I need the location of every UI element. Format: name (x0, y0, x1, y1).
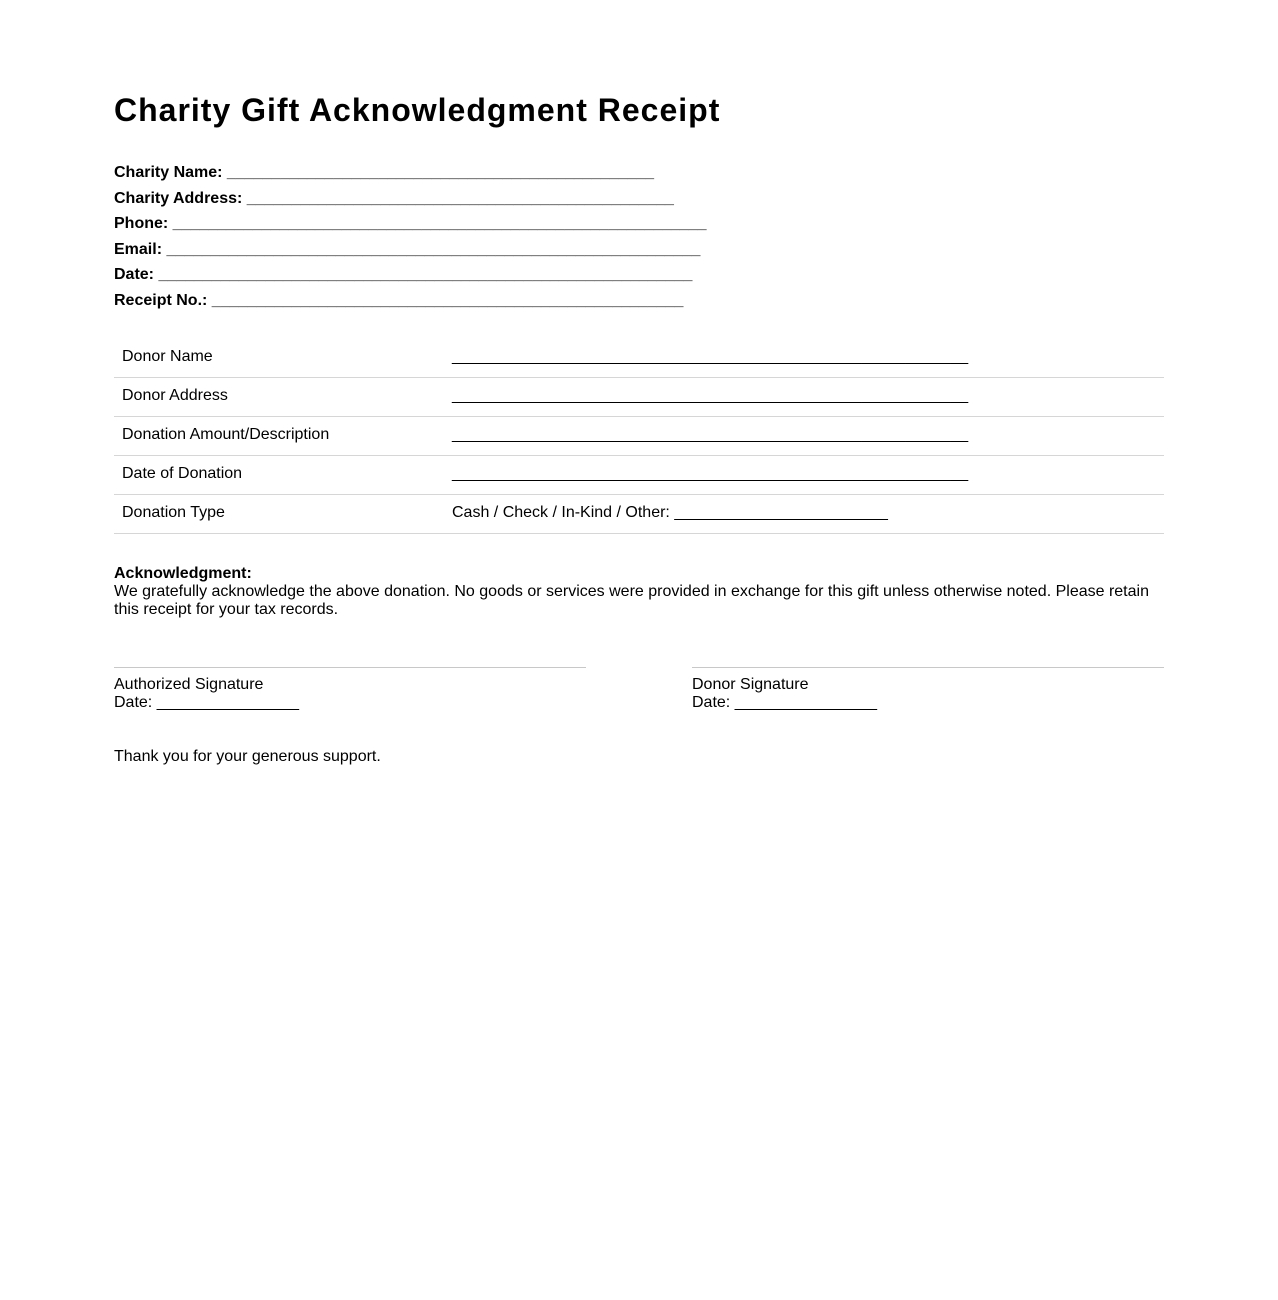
acknowledgment-heading: Acknowledgment: (114, 565, 252, 582)
donation-type-options: Cash / Check / In-Kind / Other: ________________________ (452, 504, 888, 521)
page-title: Charity Gift Acknowledgment Receipt (114, 92, 721, 128)
authorized-signature-date: Date: ________________ (114, 694, 300, 711)
donor-signature-date: Date: ________________ (692, 694, 878, 711)
charity-name-field: Charity Name: ________________________________________________ (114, 164, 655, 181)
authorized-signature-block (114, 667, 586, 712)
donor-signature-block (692, 667, 1164, 712)
donor-table (114, 339, 1164, 534)
donor-signature-label: Donor Signature (692, 676, 809, 693)
email-field: Email: ____________________________________________________________ (114, 240, 701, 258)
receipt-number-field: Receipt No.: _____________________________________________________ (114, 291, 684, 309)
acknowledgment-section (114, 565, 1164, 619)
donor-name-label: Donor Name (122, 348, 213, 365)
donor-address-blank: __________________________________________________________ (452, 387, 969, 404)
donor-address-label: Donor Address (122, 387, 228, 404)
donation-amount-label: Donation Amount/Description (122, 426, 330, 443)
table-row (114, 495, 1164, 534)
donation-amount-blank: __________________________________________________________ (452, 426, 969, 443)
acknowledgment-text: We gratefully acknowledge the above donation. No goods or services were provided in exchange for this gift unless otherwise noted. Please retain this receipt for your tax records. (114, 583, 1149, 618)
donation-type-label: Donation Type (122, 504, 225, 521)
thank-you-note: Thank you for your generous support. (114, 748, 381, 765)
phone-field: Phone: ____________________________________________________________ (114, 215, 707, 233)
table-row (114, 417, 1164, 456)
donation-date-label: Date of Donation (122, 465, 243, 482)
donor-name-blank: __________________________________________________________ (452, 348, 969, 365)
donation-date-blank: __________________________________________________________ (452, 465, 969, 482)
table-row (114, 378, 1164, 417)
authorized-signature-label: Authorized Signature (114, 676, 264, 693)
charity-address-field: Charity Address: ________________________________________________ (114, 189, 674, 207)
table-row (114, 339, 1164, 378)
signature-line (114, 667, 586, 668)
signature-line (692, 667, 1164, 668)
charity-info-section (114, 163, 707, 317)
table-row (114, 456, 1164, 495)
date-field: Date: ____________________________________________________________ (114, 266, 693, 284)
